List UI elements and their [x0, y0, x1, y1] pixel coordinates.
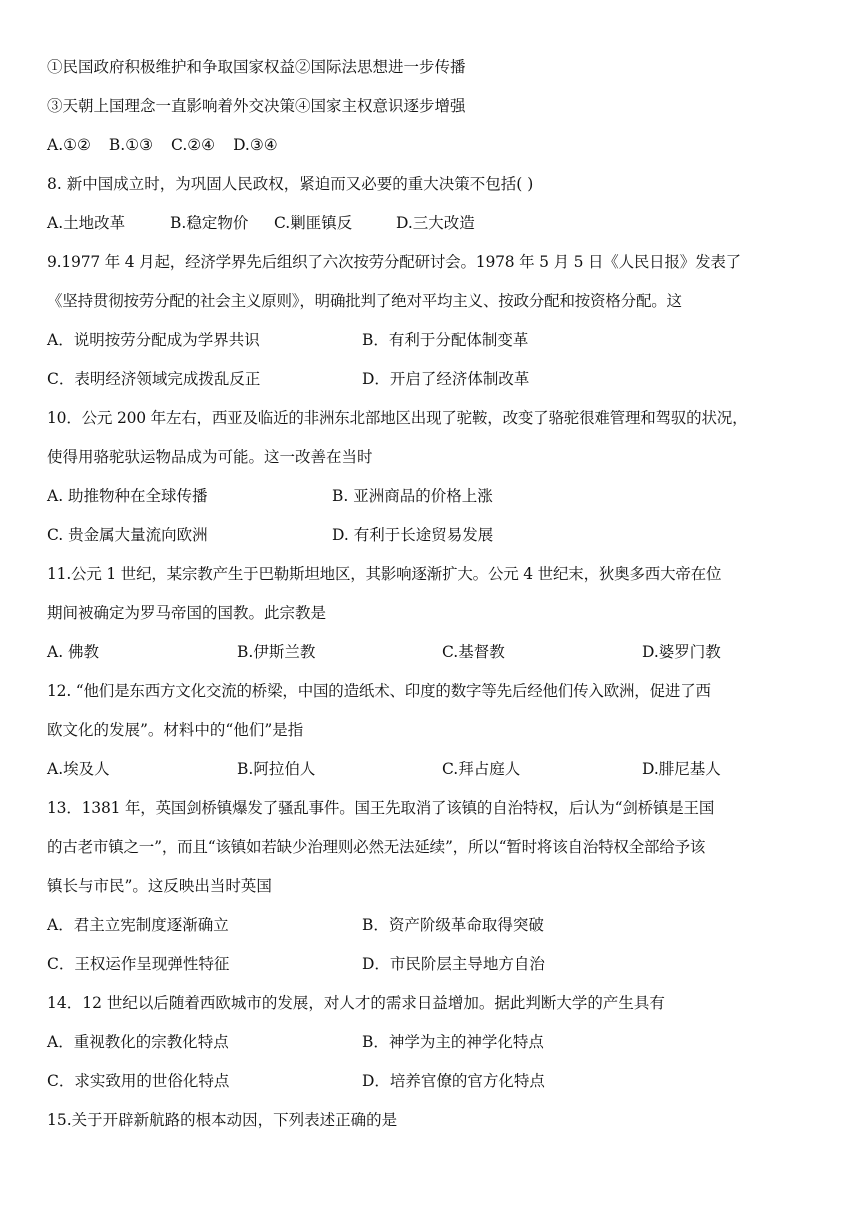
q14-option-b: B．神学为主的神学化特点 [362, 1033, 544, 1051]
q8-options [47, 208, 817, 247]
q11-options [47, 637, 817, 676]
q11-option-c: C.基督教 [442, 643, 505, 661]
q10-stem-line-2: 使得用骆驼驮运物品成为可能。这一改善在当时 [47, 448, 373, 466]
q10-option-d: D. 有利于长途贸易发展 [332, 526, 494, 544]
q7-statement-2: ③天朝上国理念一直影响着外交决策④国家主权意识逐步增强 [47, 97, 466, 115]
q13-option-d: D．市民阶层主导地方自治 [362, 955, 545, 973]
q13-options-row-2 [47, 949, 817, 988]
q12-option-b: B.阿拉伯人 [237, 760, 316, 778]
q9-option-a: A．说明按劳分配成为学界共识 [47, 331, 260, 349]
q12-option-d: D.腓尼基人 [642, 760, 721, 778]
q14-options-row-1 [47, 1027, 817, 1066]
q8-option-c: C.剿匪镇反 [274, 214, 353, 232]
q8-option-d: D.三大改造 [396, 214, 475, 232]
q10-option-a: A. 助推物种在全球传播 [47, 487, 208, 505]
q13-options-row-1 [47, 910, 817, 949]
q8-stem: 8. 新中国成立时，为巩固人民政权，紧迫而又必要的重大决策不包括( ) [47, 175, 534, 193]
q13-stem-line-2: 的古老市镇之一”，而且“该镇如若缺少治理则必然无法延续”，所以“暂时将该自治特权全部给予该 [47, 838, 706, 856]
q7-option-d: D.③④ [233, 136, 278, 154]
q11-stem-line-1: 11.公元 1 世纪，某宗教产生于巴勒斯坦地区，其影响逐渐扩大。公元 4 世纪末，狄奥多西大帝在位 [47, 565, 722, 583]
q7-options [47, 130, 817, 169]
q12-stem-line-1: 12. “他们是东西方文化交流的桥梁，中国的造纸术、印度的数字等先后经他们传入欧洲，促进了西 [47, 682, 711, 700]
q9-stem-line-2: 《坚持贯彻按劳分配的社会主义原则》，明确批判了绝对平均主义、按政分配和按资格分配。这 [47, 292, 682, 310]
q11-option-a: A. 佛教 [47, 643, 100, 661]
q9-options-row-2 [47, 364, 817, 403]
q13-option-b: B．资产阶级革命取得突破 [362, 916, 544, 934]
q13-option-a: A．君主立宪制度逐渐确立 [47, 916, 229, 934]
q14-options-row-2 [47, 1066, 817, 1105]
q8-option-b: B.稳定物价 [170, 214, 249, 232]
exam-page [47, 52, 817, 1144]
q12-option-c: C.拜占庭人 [442, 760, 521, 778]
q13-stem-line-1: 13．1381 年，英国剑桥镇爆发了骚乱事件。国王先取消了该镇的自治特权，后认为“剑桥镇是王国 [47, 799, 715, 817]
q9-stem-line-1: 9.1977 年 4 月起，经济学界先后组织了六次按劳分配研讨会。1978 年 5 月 5 日《人民日报》发表了 [47, 253, 741, 271]
q7-option-a: A.①② [47, 136, 91, 154]
q8-option-a: A.土地改革 [47, 214, 126, 232]
q7-option-b: B.①③ [108, 136, 154, 154]
q11-stem-line-2: 期间被确定为罗马帝国的国教。此宗教是 [47, 604, 327, 622]
q9-option-c: C．表明经济领域完成拨乱反正 [47, 370, 261, 388]
q12-stem-line-2: 欧文化的发展”。材料中的“他们”是指 [47, 721, 304, 739]
q9-option-b: B．有利于分配体制变革 [362, 331, 529, 349]
q10-option-b: B. 亚洲商品的价格上涨 [332, 487, 493, 505]
q11-option-b: B.伊斯兰教 [237, 643, 316, 661]
q10-stem-line-1: 10．公元 200 年左右，西亚及临近的非洲东北部地区出现了驼鞍，改变了骆驼很难管理和驾驭的状况， [47, 409, 748, 427]
q13-stem-line-3: 镇长与市民”。这反映出当时英国 [47, 877, 272, 895]
q14-stem: 14．12 世纪以后随着西欧城市的发展，对人才的需求日益增加。据此判断大学的产生具有 [47, 994, 665, 1012]
q15-stem: 15.关于开辟新航路的根本动因，下列表述正确的是 [47, 1111, 398, 1129]
q7-option-c: C.②④ [171, 136, 216, 154]
q9-option-d: D．开启了经济体制改革 [362, 370, 530, 388]
q7-statement-1: ①民国政府积极维护和争取国家权益②国际法思想进一步传播 [47, 58, 466, 76]
q9-options-row-1 [47, 325, 817, 364]
q12-options [47, 754, 817, 793]
q13-option-c: C．王权运作呈现弹性特征 [47, 955, 230, 973]
q10-options-row-1 [47, 481, 817, 520]
q14-option-d: D．培养官僚的官方化特点 [362, 1072, 545, 1090]
q10-option-c: C. 贵金属大量流向欧洲 [47, 526, 208, 544]
q12-option-a: A.埃及人 [47, 760, 110, 778]
q10-options-row-2 [47, 520, 817, 559]
q11-option-d: D.婆罗门教 [642, 643, 721, 661]
q14-option-c: C．求实致用的世俗化特点 [47, 1072, 230, 1090]
q14-option-a: A．重视教化的宗教化特点 [47, 1033, 229, 1051]
